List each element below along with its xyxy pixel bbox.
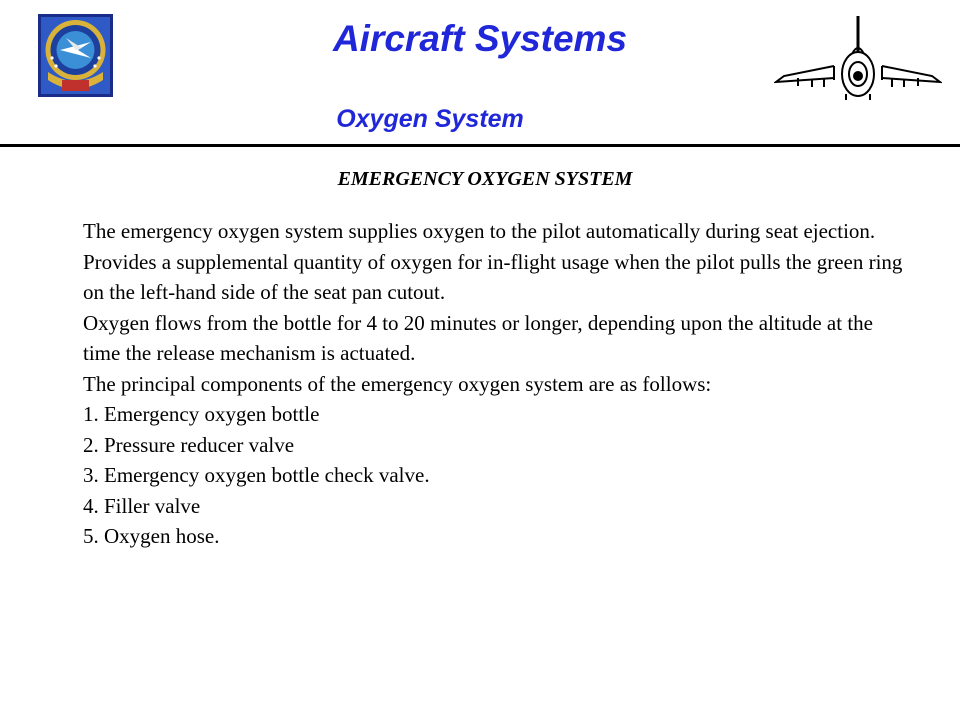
- list-item: 3. Emergency oxygen bottle check valve.: [83, 463, 430, 487]
- header-divider: [0, 144, 960, 147]
- jet-aircraft-front-view-icon: [774, 14, 942, 102]
- list-item: 4. Filler valve: [83, 493, 201, 518]
- paragraph: Provides a supplemental quantity of oxygen for in-flight usage when the pilot pulls the green ring on the left-hand side of the seat pan cutout.: [83, 249, 903, 304]
- atsi-emblem-icon: [38, 14, 113, 97]
- list-item: 1. Emergency oxygen bottle: [83, 402, 320, 426]
- list-item: 2. Pressure reducer valve: [83, 432, 295, 457]
- paragraph: The principal components of the emergency oxygen system are as follows:: [83, 371, 712, 396]
- section-heading: EMERGENCY OXYGEN SYSTEM: [337, 168, 633, 190]
- page-title: Aircraft Systems: [332, 18, 628, 59]
- paragraph: Oxygen flows from the bottle for 4 to 20 minutes or longer, depending upon the altitude at the time the release mechanism is actuated.: [83, 310, 873, 365]
- components-list: [83, 399, 903, 552]
- page-subtitle: Oxygen System: [336, 105, 524, 133]
- list-item: 5. Oxygen hose.: [83, 524, 220, 548]
- body-text: [83, 216, 903, 552]
- paragraph: The emergency oxygen system supplies oxygen to the pilot automatically during seat ejection.: [83, 219, 876, 243]
